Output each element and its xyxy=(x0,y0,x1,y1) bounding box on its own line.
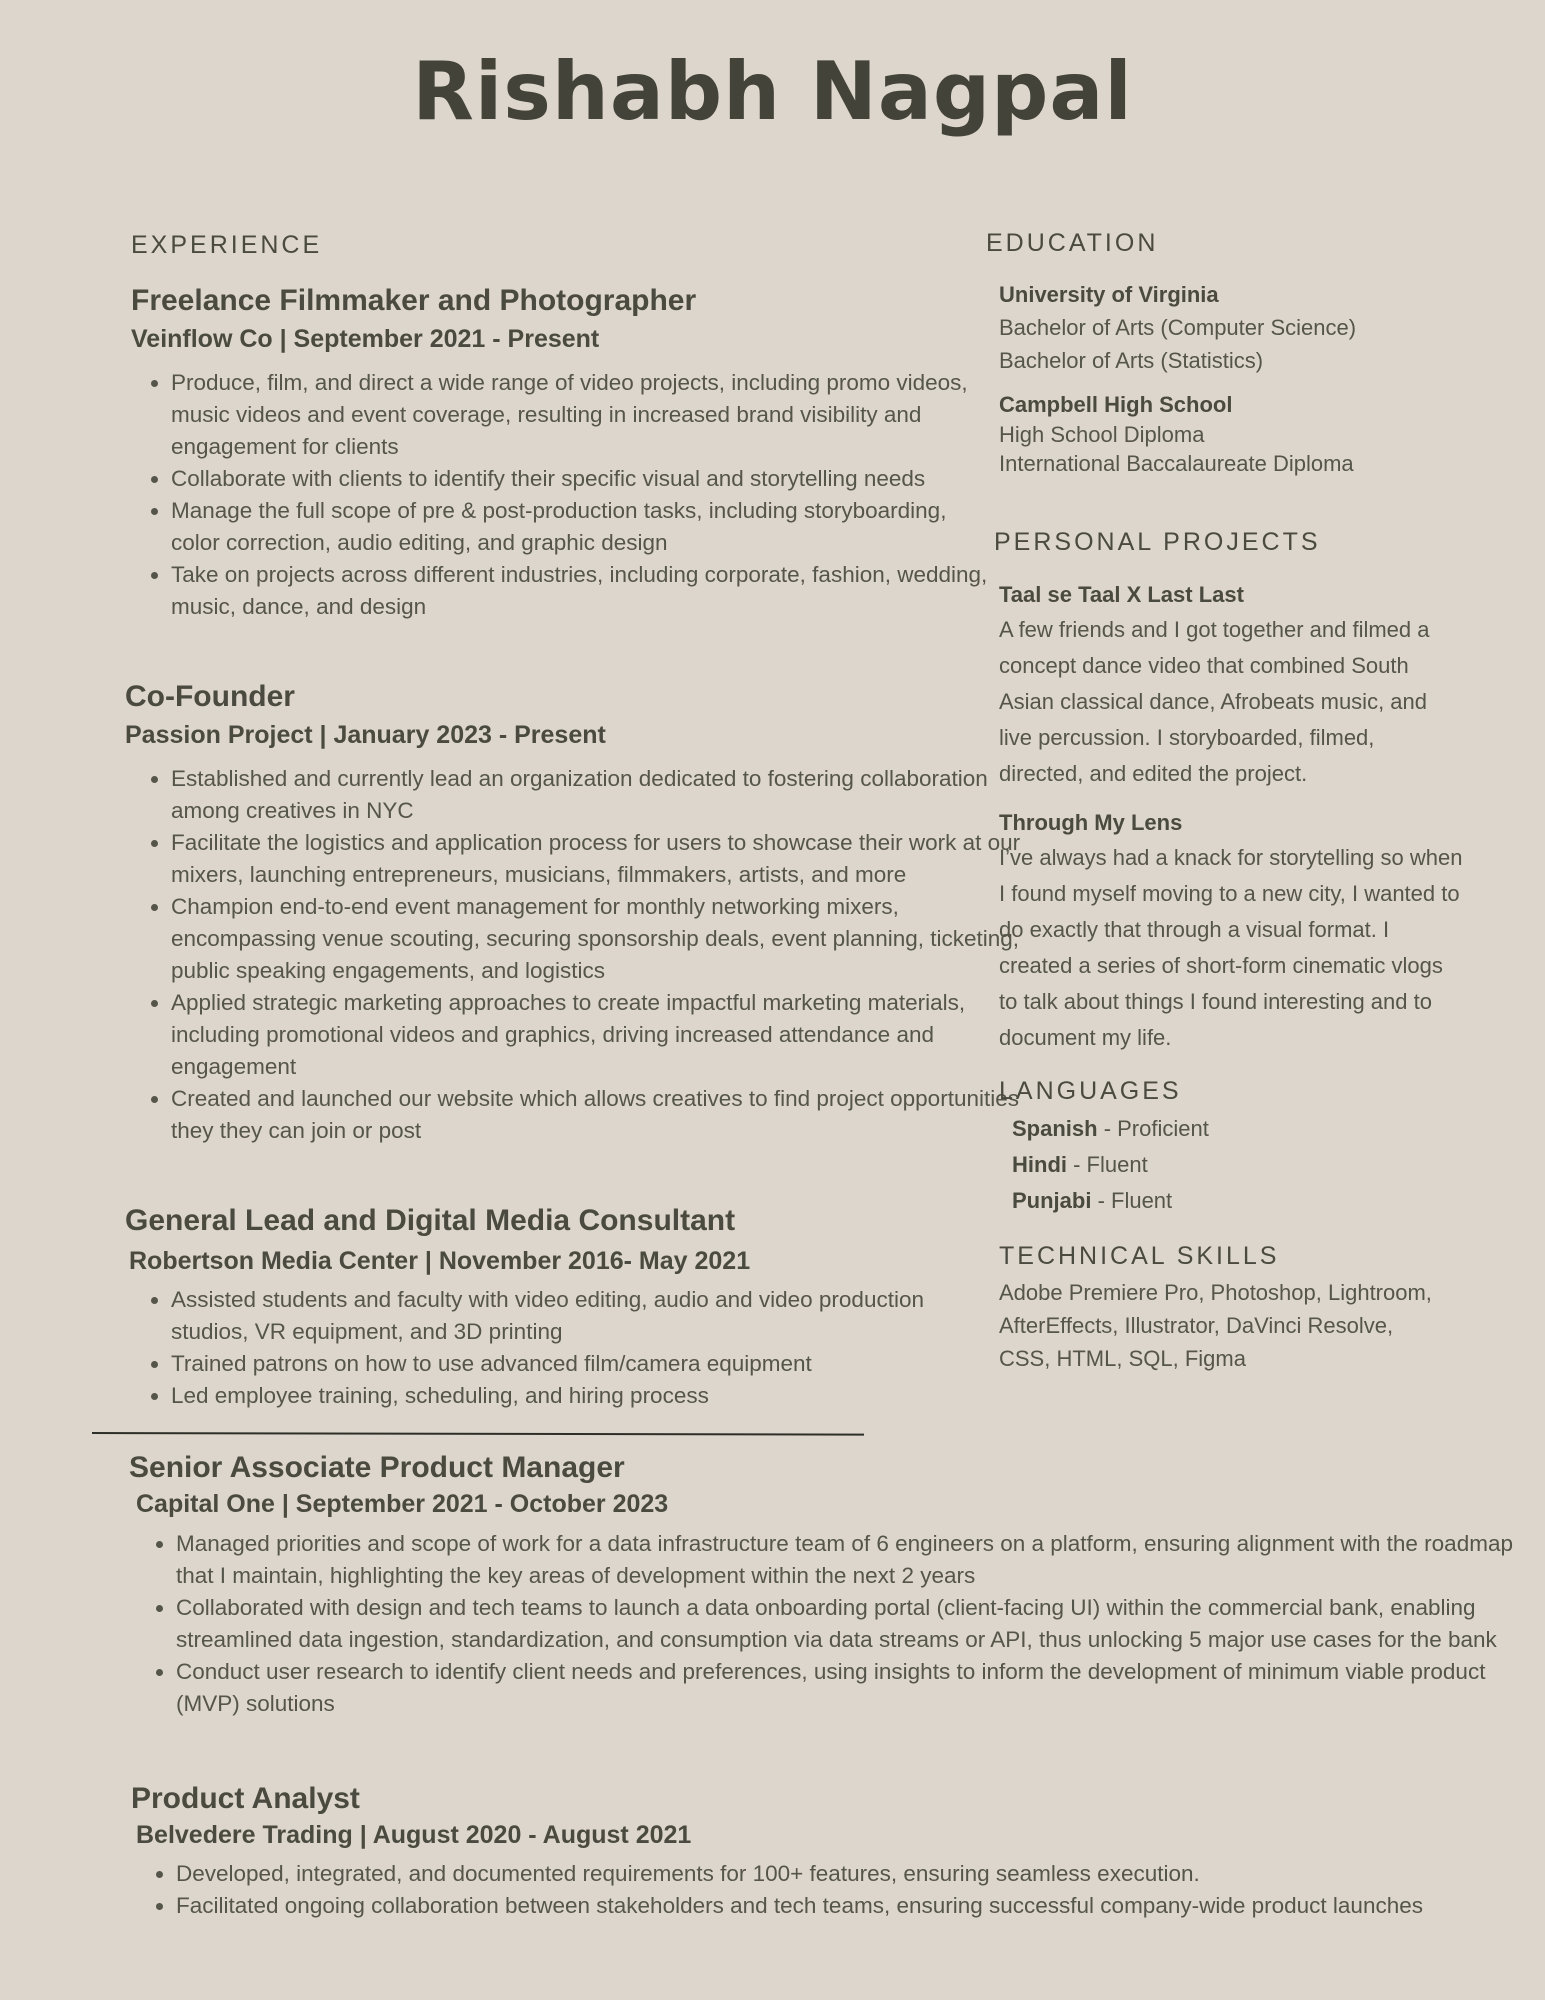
bullet-item: • Created and launched our website which allows creatives to find project opportunities they they can join or post xyxy=(171,1083,1021,1147)
job-bullets xyxy=(131,1284,971,1412)
project-name: Through My Lens xyxy=(999,810,1183,835)
education-heading: EDUCATION xyxy=(986,229,1159,257)
bullet-item: • Produce, film, and direct a wide range of video projects, including promo videos, music videos and event coverage, resulting in increased brand visibility and engagement for clients xyxy=(171,367,1001,463)
bullet-item: • Facilitated ongoing collaboration between stakeholders and tech teams, ensuring successful company-wide product launches xyxy=(176,1890,1516,1922)
job-subtitle: Robertson Media Center | November 2016- May 2021 xyxy=(129,1247,751,1275)
bullet-item: • Assisted students and faculty with video editing, audio and video production studios, VR equipment, and 3D printing xyxy=(171,1284,971,1348)
degree-line: High School Diploma xyxy=(999,422,1205,447)
school-name: University of Virginia xyxy=(999,282,1219,307)
skills-line: Adobe Premiere Pro, Photoshop, Lightroom, xyxy=(999,1280,1432,1305)
project-line: live percussion. I storyboarded, filmed, xyxy=(999,725,1375,750)
projects-heading: PERSONAL PROJECTS xyxy=(994,528,1321,556)
bullet-item: • Collaborated with design and tech teams to launch a data onboarding portal (client-facing UI) within the commercial bank, enabling streamlined data ingestion, standardization, and consumption via data streams or API, thus unlocking 5 major use cases for the bank xyxy=(176,1592,1516,1656)
skills-list xyxy=(999,1276,1432,1375)
job-title: Senior Associate Product Manager xyxy=(129,1451,625,1484)
bullet-item: • Take on projects across different industries, including corporate, fashion, wedding, music, dance, and design xyxy=(171,559,1001,623)
project-line: concept dance video that combined South xyxy=(999,653,1409,678)
job-subtitle: Belvedere Trading | August 2020 - August 2021 xyxy=(136,1821,692,1849)
project-line: created a series of short-form cinematic vlogs xyxy=(999,953,1443,978)
languages-list xyxy=(1012,1111,1209,1219)
skills-heading: TECHNICAL SKILLS xyxy=(999,1242,1280,1270)
bullet-item: • Champion end-to-end event management for monthly networking mixers, encompassing venue scouting, securing sponsorship deals, event planning, ticketing, public speaking engagements, and logistics xyxy=(171,891,1021,987)
job-title: Product Analyst xyxy=(131,1782,360,1815)
project-name: Taal se Taal X Last Last xyxy=(999,582,1244,607)
project-line: Asian classical dance, Afrobeats music, and xyxy=(999,689,1428,714)
language-level: - Proficient xyxy=(1097,1116,1209,1141)
language-item xyxy=(1012,1183,1209,1219)
skills-line: CSS, HTML, SQL, Figma xyxy=(999,1346,1246,1371)
experience-heading: EXPERIENCE xyxy=(131,231,323,259)
school-name: Campbell High School xyxy=(999,392,1233,417)
project-line: I found myself moving to a new city, I wanted to xyxy=(999,881,1460,906)
job-subtitle: Capital One | September 2021 - October 2023 xyxy=(136,1490,669,1518)
bullet-item: • Applied strategic marketing approaches to create impactful marketing materials, including promotional videos and graphics, driving increased attendance and engagement xyxy=(171,987,1021,1083)
education-list xyxy=(999,278,1356,478)
language-level: - Fluent xyxy=(1067,1152,1148,1177)
job-title: General Lead and Digital Media Consultant xyxy=(125,1204,736,1237)
job-bullets xyxy=(136,1858,1516,1922)
section-divider xyxy=(92,1432,864,1436)
resume-name: Rishabh Nagpal xyxy=(412,45,1133,138)
project-line: I’ve always had a knack for storytelling so when xyxy=(999,845,1463,870)
languages-heading: LANGUAGES xyxy=(999,1077,1182,1105)
job-bullets xyxy=(131,367,1001,623)
language-name: Hindi xyxy=(1012,1152,1067,1177)
degree-line: Bachelor of Arts (Computer Science) xyxy=(999,315,1357,340)
project-line: do exactly that through a visual format. I xyxy=(999,917,1390,942)
language-item xyxy=(1012,1111,1209,1147)
job-subtitle: Veinflow Co | September 2021 - Present xyxy=(131,325,600,353)
language-item xyxy=(1012,1147,1209,1183)
bullet-item: • Facilitate the logistics and application process for users to showcase their work at our mixers, launching entrepreneurs, musicians, filmmakers, artists, and more xyxy=(171,827,1021,891)
projects-list xyxy=(999,578,1462,1056)
bullet-item: • Managed priorities and scope of work for a data infrastructure team of 6 engineers on a platform, ensuring alignment with the roadmap that I maintain, highlighting the key areas of development within the next 2 years xyxy=(176,1528,1516,1592)
bullet-item: • Conduct user research to identify client needs and preferences, using insights to inform the development of minimum viable product (MVP) solutions xyxy=(176,1656,1516,1720)
degree-line: International Baccalaureate Diploma xyxy=(999,451,1354,476)
job-title: Freelance Filmmaker and Photographer xyxy=(131,284,697,317)
job-bullets xyxy=(136,1528,1516,1720)
degree-line: Bachelor of Arts (Statistics) xyxy=(999,348,1264,373)
job-title: Co-Founder xyxy=(125,680,295,713)
job-bullets xyxy=(131,763,1021,1147)
bullet-item: • Manage the full scope of pre & post-production tasks, including storyboarding, color correction, audio editing, and graphic design xyxy=(171,495,1001,559)
project-line: to talk about things I found interesting and to xyxy=(999,989,1432,1014)
skills-line: AfterEffects, Illustrator, DaVinci Resolve, xyxy=(999,1313,1394,1338)
bullet-item: • Trained patrons on how to use advanced film/camera equipment xyxy=(171,1348,971,1380)
language-level: - Fluent xyxy=(1091,1188,1173,1213)
bullet-item: • Collaborate with clients to identify their specific visual and storytelling needs xyxy=(171,463,1001,495)
bullet-item: • Led employee training, scheduling, and hiring process xyxy=(171,1380,971,1412)
project-line: directed, and edited the project. xyxy=(999,761,1308,786)
language-name: Punjabi xyxy=(1012,1188,1092,1213)
project-line: document my life. xyxy=(999,1025,1172,1050)
bullet-item: • Developed, integrated, and documented requirements for 100+ features, ensuring seamless execution. xyxy=(176,1858,1516,1890)
project-line: A few friends and I got together and filmed a xyxy=(999,617,1430,642)
language-name: Spanish xyxy=(1012,1116,1098,1141)
job-subtitle: Passion Project | January 2023 - Present xyxy=(125,721,606,749)
bullet-item: • Established and currently lead an organization dedicated to fostering collaboration among creatives in NYC xyxy=(171,763,1021,827)
